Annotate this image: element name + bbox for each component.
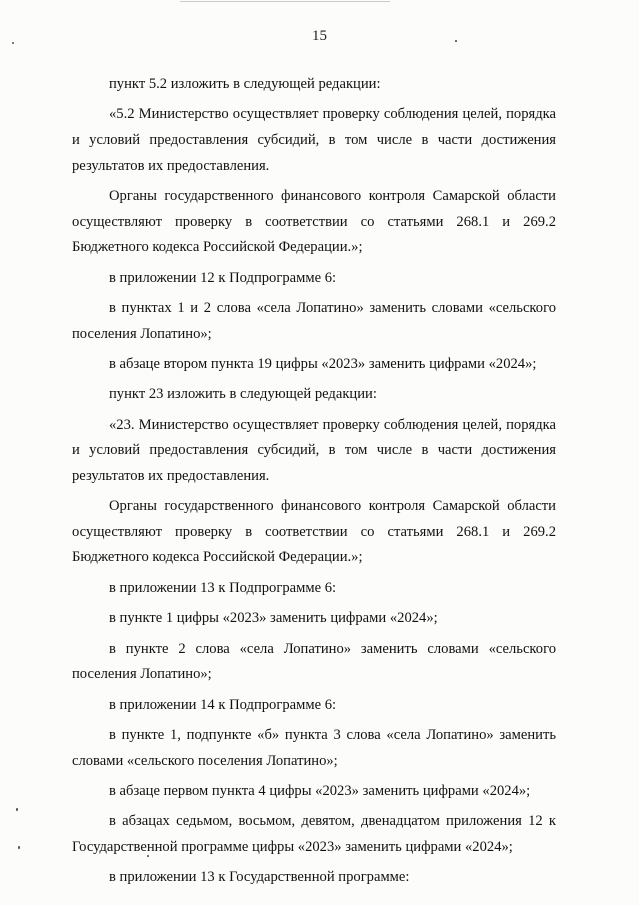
paragraph: Органы государственного финансового контроля Самарской области осуществляют проверку в соответствии со статьями 268.1 и 269.2 Бюджетного кодекса Российской Федерации.»; — [72, 187, 556, 256]
paragraph: в приложении 13 к Государственной программе: — [109, 869, 410, 886]
paragraph: в абзаце втором пункта 19 цифры «2023» заменить цифрами «2024»; — [109, 355, 537, 372]
scan-speck — [18, 846, 20, 849]
page-number: 15 — [312, 28, 327, 44]
document-body — [72, 72, 556, 896]
paragraph: в приложении 12 к Подпрограмме 6: — [109, 269, 337, 286]
paragraph: в приложении 14 к Подпрограмме 6: — [109, 696, 337, 713]
paragraph: в приложении 13 к Подпрограмме 6: — [109, 579, 337, 596]
paragraph: пункт 5.2 изложить в следующей редакции: — [109, 76, 381, 92]
scan-speck — [16, 808, 18, 811]
paragraph: в абзаце первом пункта 4 цифры «2023» заменить цифрами «2024»; — [109, 783, 531, 799]
paragraph: в пункте 1, подпункте «б» пункта 3 слова «села Лопатино» заменить словами «сельского поселения Лопатино»; — [72, 727, 556, 769]
paragraph: пункт 23 изложить в следующей редакции: — [109, 386, 377, 403]
paragraph: в пункте 2 слова «села Лопатино» заменить словами «сельского поселения Лопатино»; — [72, 640, 556, 683]
paragraph: в абзацах седьмом, восьмом, девятом, двенадцатом приложения 12 к Государственной программе цифры «2023» заменить цифрами «2024»; — [72, 813, 556, 855]
scan-artifact-line — [180, 1, 390, 2]
paragraph: в пунктах 1 и 2 слова «села Лопатино» заменить словами «сельского поселения Лопатино»; — [72, 299, 556, 342]
paragraph: в пункте 1 цифры «2023» заменить цифрами «2024»; — [109, 610, 438, 627]
paragraph: «23. Министерство осуществляет проверку соблюдения целей, порядка и условий предоставления субсидий, в том числе в части достижения результатов их предоставления. — [72, 416, 556, 484]
paragraph: Органы государственного финансового контроля Самарской области осуществляют проверку в соответствии со статьями 268.1 и 269.2 Бюджетного кодекса Российской Федерации.»; — [72, 498, 556, 566]
paragraph: «5.2 Министерство осуществляет проверку соблюдения целей, порядка и условий предоставления субсидий, в том числе в части достижения результатов их предоставления. — [72, 106, 556, 174]
